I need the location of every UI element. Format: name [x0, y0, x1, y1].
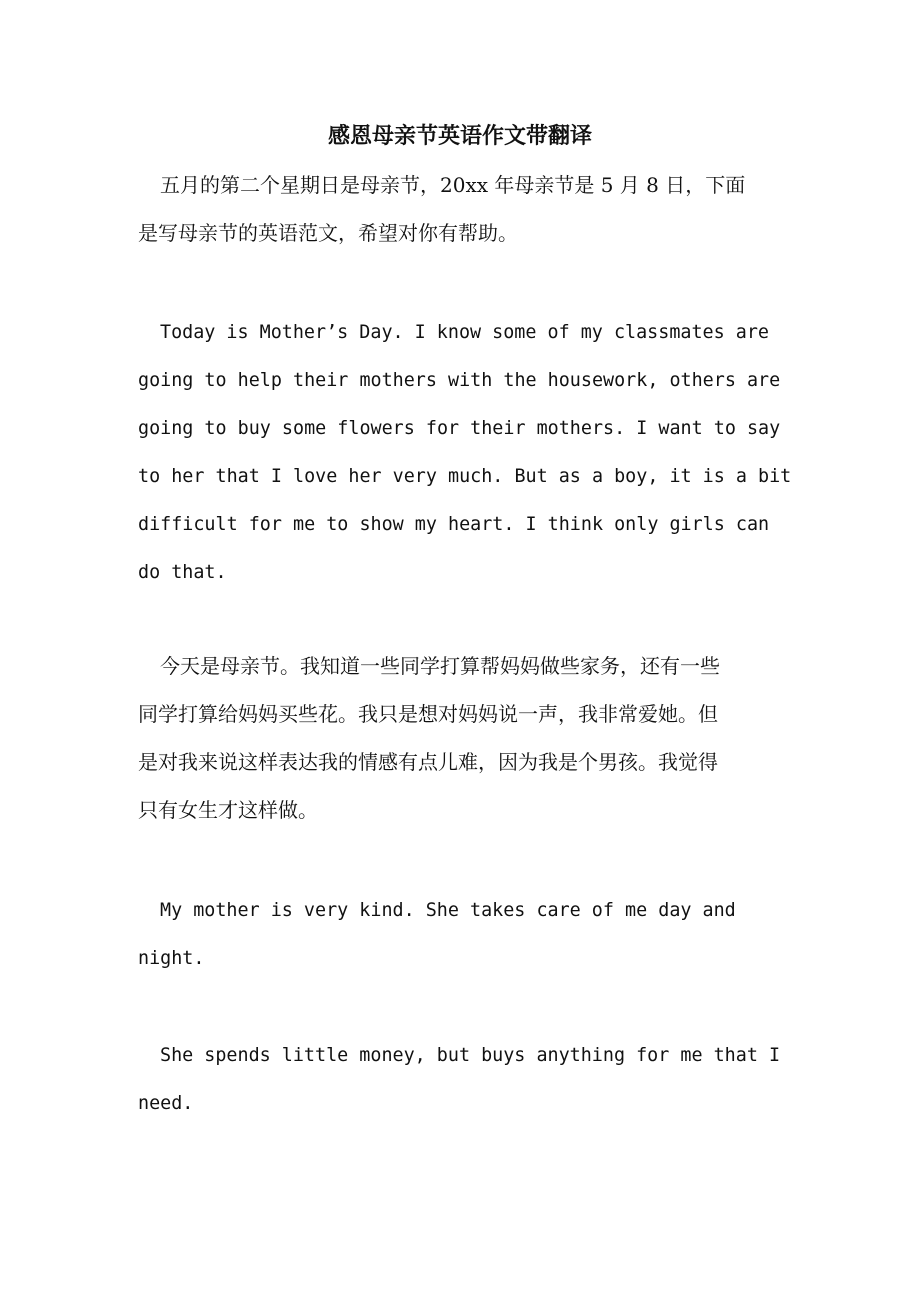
paragraph-line: night. — [138, 948, 205, 969]
paragraph-line: going to buy some flowers for their mothers. I want to say — [138, 418, 781, 439]
intro-line: 是写母亲节的英语范文，希望对你有帮助。 — [138, 221, 518, 245]
paragraph-line: Today is Mother’s Day. I know some of my classmates are — [160, 322, 769, 343]
translation-line: 今天是母亲节。我知道一些同学打算帮妈妈做些家务，还有一些 — [160, 654, 720, 678]
paragraph-line: difficult for me to show my heart. I think only girls can — [138, 514, 770, 535]
translation-line: 是对我来说这样表达我的情感有点儿难，因为我是个男孩。我觉得 — [138, 750, 718, 774]
paragraph-line: My mother is very kind. She takes care of me day and — [160, 900, 736, 921]
paragraph-line: going to help their mothers with the housework, others are — [138, 370, 781, 391]
paragraph-line: need. — [138, 1093, 194, 1114]
paragraph-line: to her that I love her very much. But as a boy, it is a bit — [138, 466, 792, 487]
paragraph-line: She spends little money, but buys anything for me that I — [160, 1045, 781, 1066]
document-title: 感恩母亲节英语作文带翻译 — [327, 123, 592, 149]
intro-line: 五月的第二个星期日是母亲节，20xx 年母亲节是 5 月 8 日，下面 — [160, 173, 746, 197]
paragraph-line: do that. — [138, 562, 227, 583]
translation-line: 只有女生才这样做。 — [138, 798, 318, 822]
translation-line: 同学打算给妈妈买些花。我只是想对妈妈说一声，我非常爱她。但 — [138, 702, 718, 726]
